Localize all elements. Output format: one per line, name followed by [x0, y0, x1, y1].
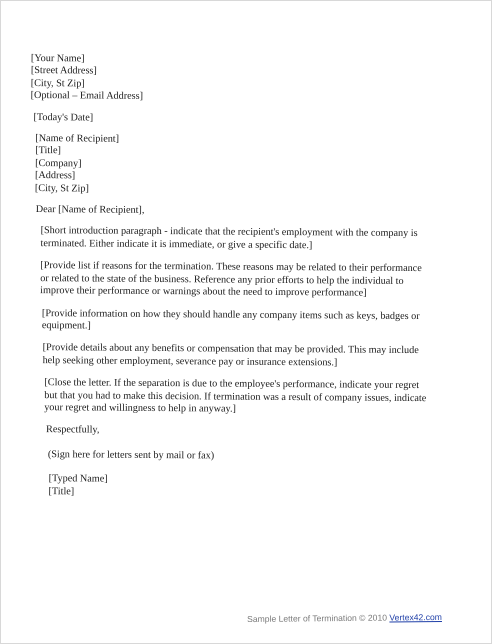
- salutation: [36, 204, 435, 220]
- paragraph-reasons: [Provide list if reasons for the termination. These reasons may be related to their performance or related to the state of the business. Reference any prior efforts to help the individual to improve their performance or warnings about the need to improve performance]: [40, 260, 422, 299]
- footer-link[interactable]: Vertex42.com: [389, 611, 442, 623]
- signature-note-text: (Sign here for letters sent by mail or fax): [47, 448, 215, 462]
- paragraph-benefits: [Provide details about any benefits or compensation that may be provided. This may include help seeking other employment, severance pay or insurance extensions.]: [42, 342, 419, 369]
- typed-name: [Typed Name]: [48, 473, 108, 485]
- footer-copyright: Sample Letter of Termination © 2010: [247, 612, 388, 624]
- recipient-name: [Name of Recipient]: [35, 133, 120, 145]
- paragraph-company-items: [Provide information on how they should handle any company items such as keys, badges or equipment.]: [41, 307, 420, 332]
- sender-city: [City, St Zip]: [30, 77, 85, 90]
- recipient-title: [Title]: [35, 145, 61, 157]
- signature-note: [48, 449, 433, 464]
- recipient-city: [City, St Zip]: [34, 182, 89, 195]
- salutation-text: Dear [Name of Recipient],: [35, 204, 145, 216]
- recipient-address: [Address]: [34, 170, 76, 182]
- typed-title: [Title]: [48, 485, 75, 497]
- closing: [46, 424, 433, 439]
- paragraph-introduction: [Short introduction paragraph - indicate that the recipient's employment with the company is terminated. Either indicate it is immediate, or give a specific date.]: [40, 225, 418, 252]
- sender-name: [Your Name]: [30, 53, 85, 65]
- sender-address-block: [31, 53, 436, 106]
- paragraph-closing: [Close the letter. If the separation is due to the employee's performance, indicate your regret but that you had to make this decision. If termination was a result of company issues, indicate your regret and willingness to help in anyway.]: [44, 377, 427, 415]
- page-footer: [247, 612, 442, 624]
- date-text: [Today's Date]: [33, 111, 94, 124]
- sender-street: [Street Address]: [30, 65, 97, 77]
- typed-signature-block: [49, 473, 433, 501]
- sender-email: [Optional – Email Address]: [30, 90, 144, 103]
- recipient-company: [Company]: [35, 157, 82, 170]
- recipient-address-block: [35, 133, 435, 198]
- letter-body: [27, 53, 436, 510]
- closing-text: Respectfully,: [45, 424, 100, 436]
- letter-date: [33, 112, 435, 128]
